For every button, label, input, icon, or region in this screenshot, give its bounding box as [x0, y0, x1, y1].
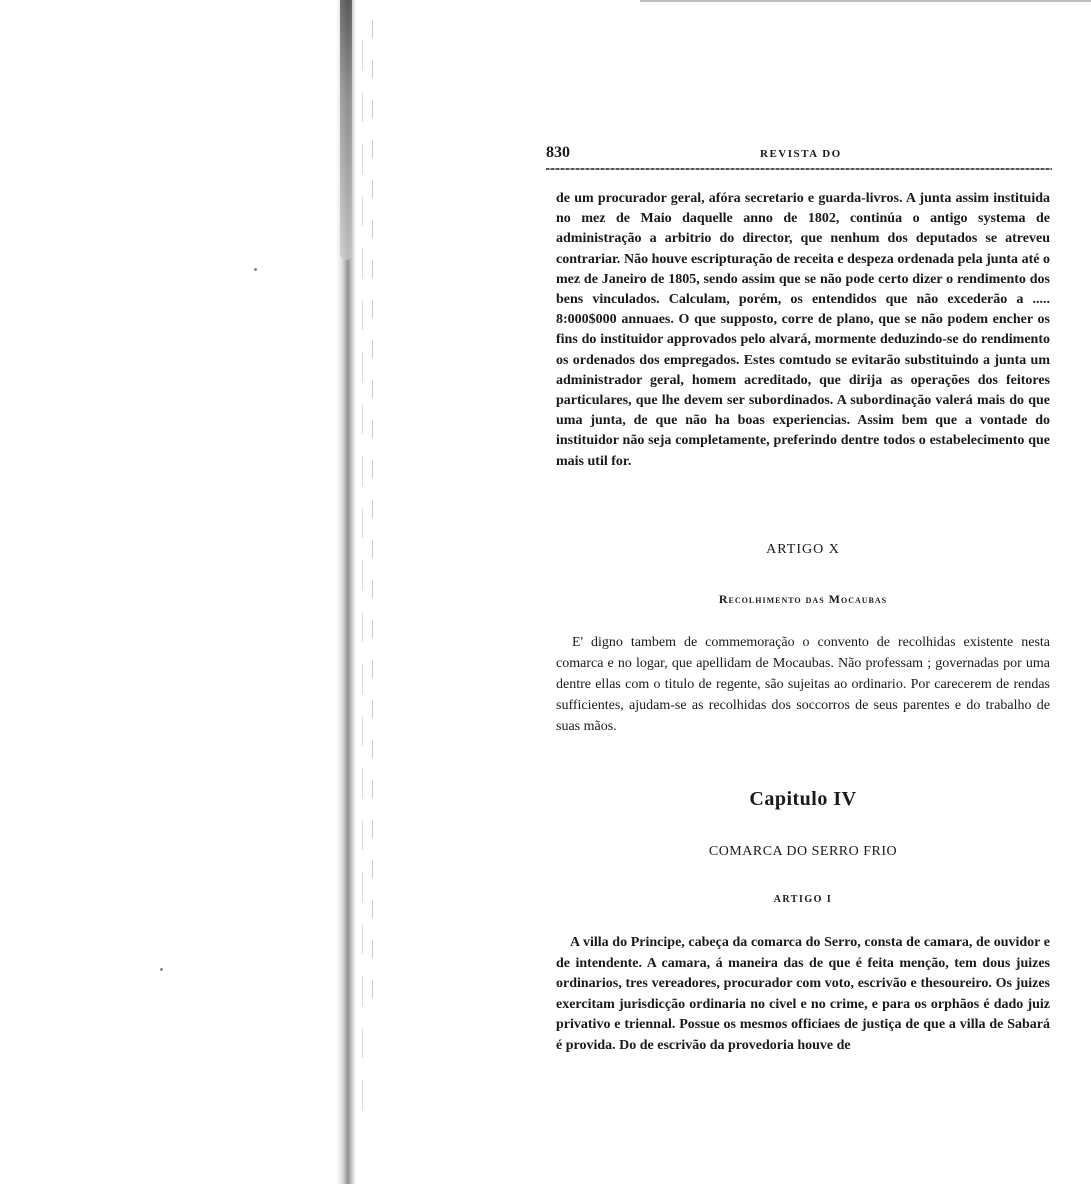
article-i-paragraph: A villa do Principe, cabeça da comarca do Serro, consta de camara, de ouvidor e de intendente. A camara, á maneira das de que é feita menção, tem dous juizes ordinarios, tres vereadores, procurador com voto, escrivão e thesoureiro. Os juizes exercitam jurisdicção ordinaria no civel e no crime, e para os orphãos é dado juiz privativo e triennal. Possue os mesmos officiaes de justiça de que a villa de Sabará é provida. Do de escrivão da provedoria houve de — [556, 935, 1050, 1053]
chapter-subtitle: COMARCA DO SERRO FRIO — [708, 844, 898, 859]
running-header — [546, 144, 1052, 170]
top-edge-line — [640, 0, 1091, 2]
page-number: 830 — [546, 144, 570, 161]
article-i-heading: ARTIGO I — [773, 894, 833, 905]
gutter-line — [372, 20, 373, 1020]
article-ix-closing-paragraph: de um procurador geral, afóra secretario e guarda-livros. A junta assim instituida no mez de Maio daquelle anno de 1802, continúa o antigo systema de administração a arbitrio do director, que nenhum dos deputados se atreveu contrariar. Não houve escripturação de receita e despeza ordenada pela junta até o mez de Janeiro de 1805, sendo assim que se não pode certo dizer o rendimento dos bens vinculados. Calculam, porém, os entendidos que não excederão a ..... 8:000$000 annuaes. O que supposto, corre de plano, que se não podem encher os fins do instituidor approvados pelo alvará, mormente deduzindo-se do rendimento os ordenados dos empregados. Estes comtudo se evitarão substituindo a junta um administrador geral, homem acreditado, que dirija as operações dos feitores particulares, que lhe devem ser subordinados. A subordinação valerá mais do que uma junta, de que não ha boas experiencias. Assim bem que a vontade do instituidor não seja completamente, preferindo dentre todos o estabelecimento que mais util for. — [556, 191, 1050, 469]
header-rule — [546, 168, 1052, 170]
scan-speck — [160, 968, 163, 971]
chapter-title: Capitulo IV — [749, 788, 857, 810]
running-title: REVISTA DO — [760, 148, 842, 160]
article-x-heading: ARTIGO X — [766, 542, 840, 557]
gutter-shadow — [340, 0, 352, 260]
article-x-paragraph: E' digno tambem de commemoração o convento de recolhidas existente nesta comarca e no logar, que apellidam de Mocaubas. Não professam ; governadas por uma dentre ellas com o titulo de regente, são sujeitas ao ordinario. Por carecerem de rendas sufficientes, ajudam-se as recolhidas dos soccorros de seus parentes e do trabalho de suas mãos. — [556, 635, 1050, 734]
article-x-subtitle: Recolhimento das Mocaubas — [718, 592, 888, 606]
gutter-line — [362, 40, 363, 1120]
scan-speck — [254, 268, 257, 271]
